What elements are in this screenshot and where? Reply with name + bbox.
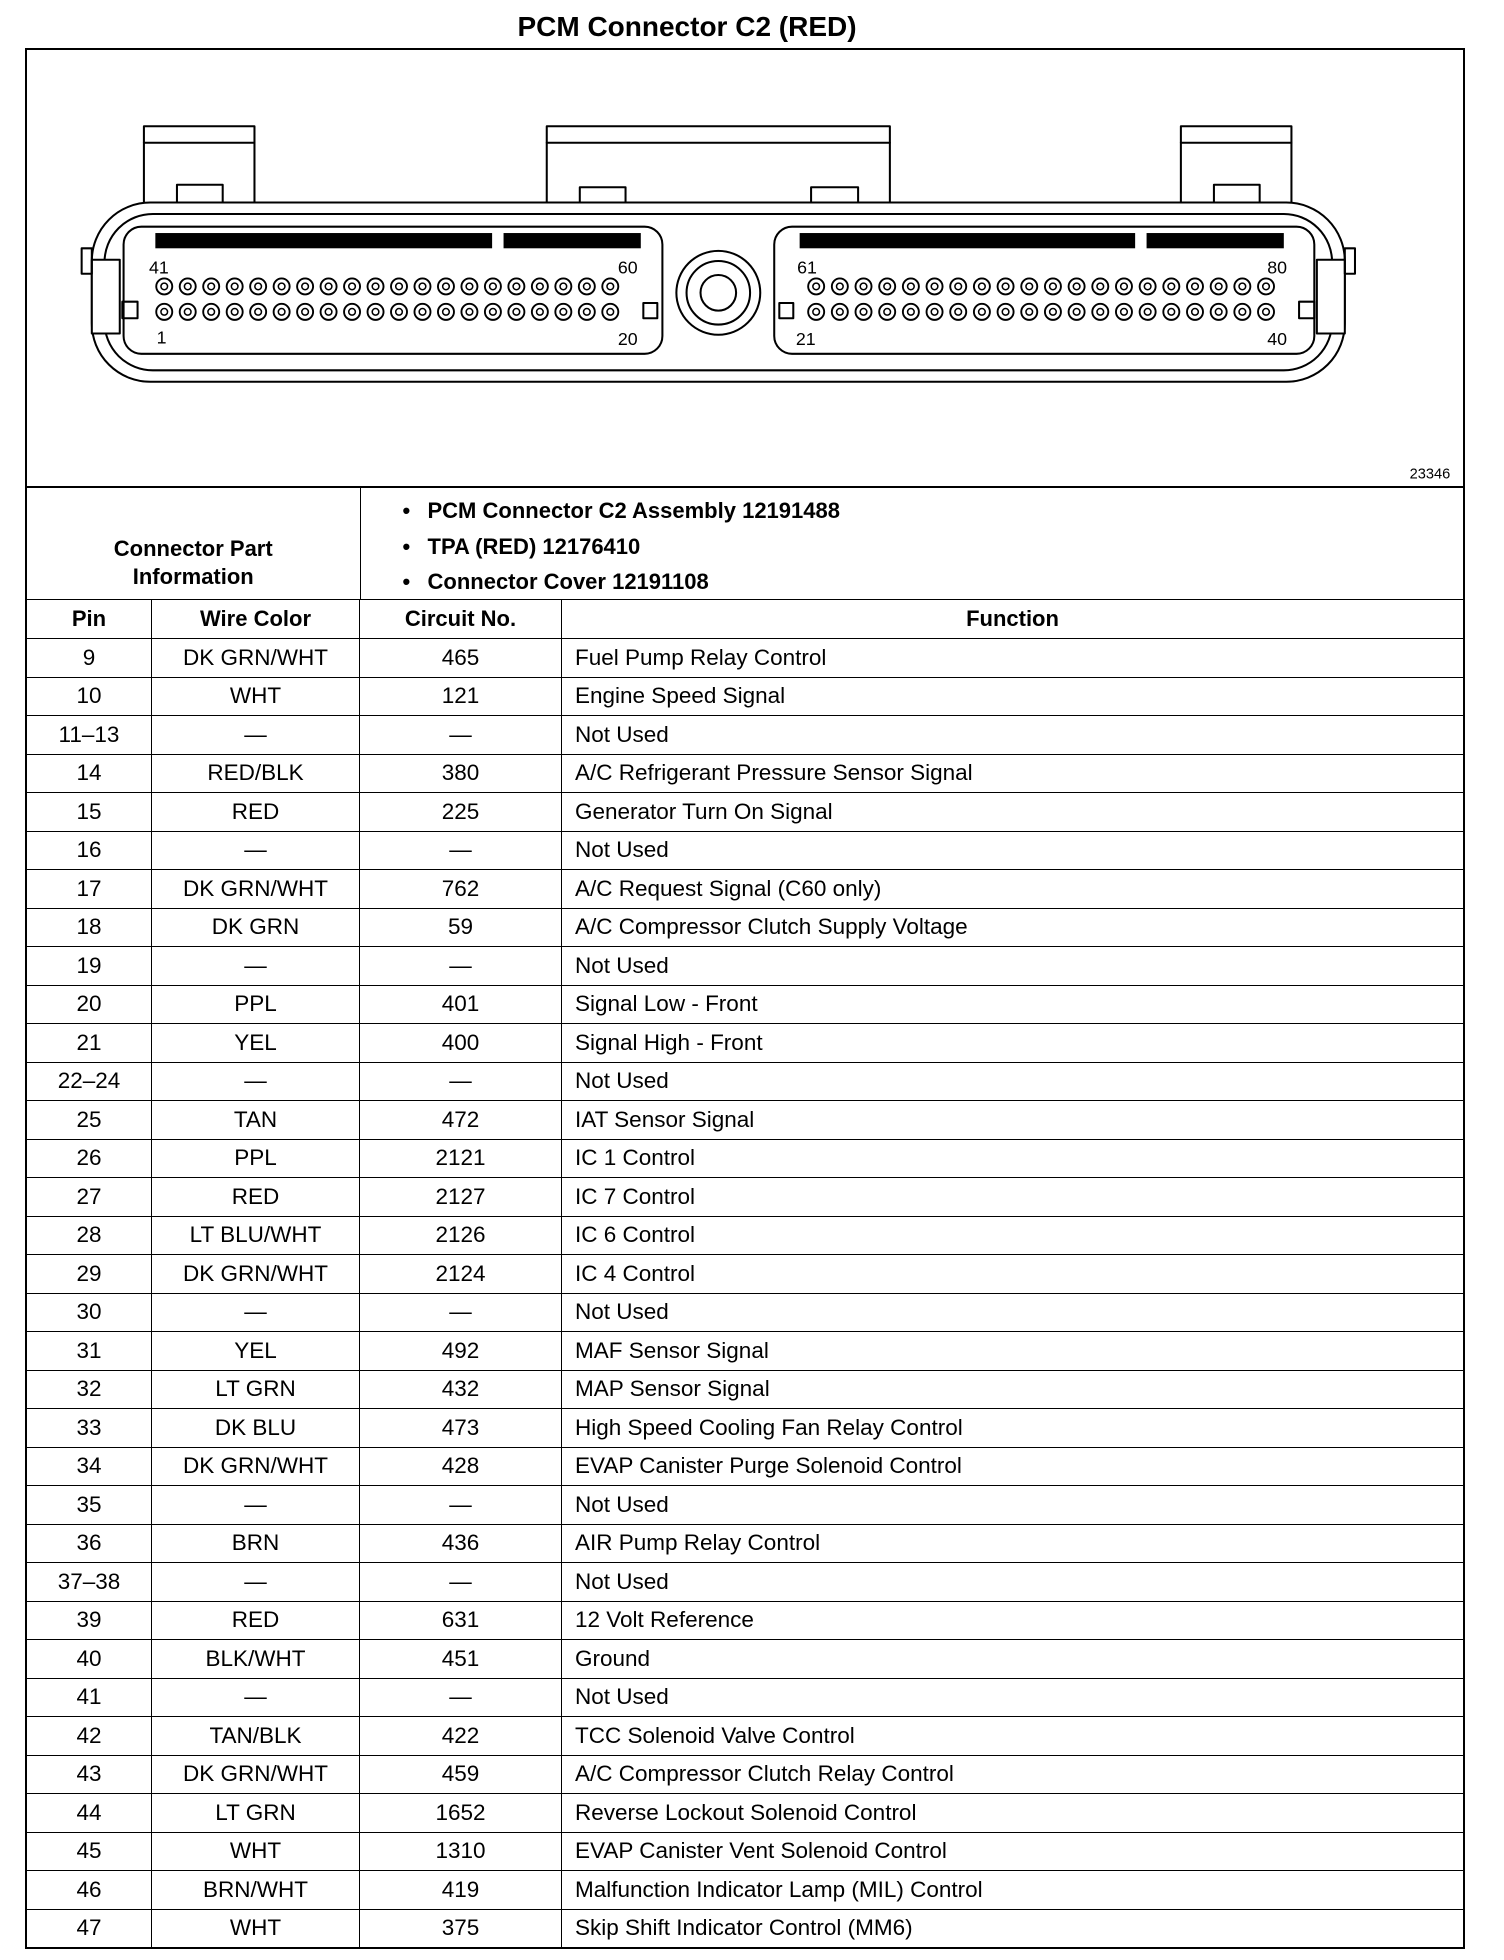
table-row [27, 1909, 1463, 1948]
pin-cell: 21 [76, 1029, 102, 1055]
pin-label-80: 80 [1267, 257, 1288, 278]
pin-cell: 29 [76, 1260, 102, 1286]
pin-cavity [903, 278, 919, 294]
circuit-number-cell: 631 [359, 1602, 561, 1640]
wire-color-cell: — [151, 1679, 359, 1717]
function-cell: Not Used [561, 1063, 1463, 1101]
table-row [27, 792, 1463, 831]
circuit-number-cell: — [359, 1294, 561, 1332]
pin-cavity [832, 304, 848, 320]
function-cell: Not Used [561, 947, 1463, 985]
function-cell: Skip Shift Indicator Control (MM6) [561, 1910, 1463, 1948]
pin-cavity [297, 304, 313, 320]
pin-cell: 18 [76, 914, 102, 940]
function-cell: High Speed Cooling Fan Relay Control [561, 1409, 1463, 1447]
table-row [27, 1485, 1463, 1524]
pin-cavity [1211, 304, 1227, 320]
function-cell: IAT Sensor Signal [561, 1101, 1463, 1139]
connector-part-list [361, 488, 1464, 599]
pin-cell: 15 [76, 798, 102, 824]
wire-color-cell: — [151, 1563, 359, 1601]
connector-part-item: • PCM Connector C2 Assembly 12191488 [361, 493, 1464, 529]
circuit-column-header: Circuit No. [359, 600, 561, 638]
function-cell: AIR Pump Relay Control [561, 1525, 1463, 1563]
connector-diagram-panel [27, 50, 1463, 488]
circuit-number-cell: 432 [359, 1371, 561, 1409]
pin-cavity [856, 278, 872, 294]
function-cell: A/C Compressor Clutch Relay Control [561, 1756, 1463, 1794]
table-row [27, 1023, 1463, 1062]
connector-info-sheet [25, 48, 1465, 1949]
wire-color-cell: TAN/BLK [151, 1717, 359, 1755]
wire-color-cell: — [151, 1294, 359, 1332]
pin-cell: 37–38 [57, 1568, 121, 1594]
function-cell: MAP Sensor Signal [561, 1371, 1463, 1409]
table-row [27, 1601, 1463, 1640]
circuit-number-cell: 380 [359, 755, 561, 793]
pin-cell: 35 [76, 1491, 102, 1517]
pin-cavity [1069, 304, 1085, 320]
pin-cell: 44 [76, 1799, 102, 1825]
function-cell: A/C Compressor Clutch Supply Voltage [561, 909, 1463, 947]
pin-cavity [321, 304, 337, 320]
pin-cavity [1116, 278, 1132, 294]
pin-cell: 27 [76, 1183, 102, 1209]
function-cell: Not Used [561, 832, 1463, 870]
pin-cavity [1045, 304, 1061, 320]
circuit-number-cell: — [359, 716, 561, 754]
wire-color-cell: — [151, 716, 359, 754]
pin-cavity [1187, 278, 1203, 294]
table-row [27, 1062, 1463, 1101]
pin-cavity [156, 304, 172, 320]
function-cell: A/C Request Signal (C60 only) [561, 870, 1463, 908]
circuit-number-cell: 121 [359, 678, 561, 716]
pin-cavity [1021, 278, 1037, 294]
circuit-number-cell: 2126 [359, 1217, 561, 1255]
pin-cell: 47 [76, 1915, 102, 1941]
circuit-number-cell: 59 [359, 909, 561, 947]
function-cell: Not Used [561, 1679, 1463, 1717]
pin-cavity [555, 278, 571, 294]
table-row [27, 677, 1463, 716]
circuit-number-cell: 459 [359, 1756, 561, 1794]
pin-cell: 14 [76, 760, 102, 786]
pin-cavity [1187, 304, 1203, 320]
circuit-number-cell: — [359, 1679, 561, 1717]
pin-cavity [602, 304, 618, 320]
pin-cavity [1258, 304, 1274, 320]
circuit-number-cell: 465 [359, 639, 561, 677]
circuit-number-cell: 472 [359, 1101, 561, 1139]
circuit-number-cell: 422 [359, 1717, 561, 1755]
pin-cavity [461, 304, 477, 320]
page-title: PCM Connector C2 (RED) [517, 11, 857, 42]
pin-cell: 40 [76, 1645, 102, 1671]
pin-cavity [391, 304, 407, 320]
pin-cavity [974, 304, 990, 320]
pin-cavity [508, 304, 524, 320]
pin-cell: 32 [76, 1376, 102, 1402]
pin-cavity [1092, 278, 1108, 294]
pin-label-61: 61 [797, 257, 817, 278]
pin-cavity [950, 304, 966, 320]
wire-color-cell: LT GRN [151, 1371, 359, 1409]
pin-cavity [1116, 304, 1132, 320]
circuit-number-cell: 1310 [359, 1833, 561, 1871]
pin-cavity [180, 304, 196, 320]
tab-notch [580, 187, 626, 204]
pin-cavity [1258, 278, 1274, 294]
pin-cavity [832, 278, 848, 294]
function-column-header: Function [561, 600, 1463, 638]
table-row [27, 1793, 1463, 1832]
wire-color-cell: — [151, 832, 359, 870]
pin-label-1: 1 [156, 327, 167, 348]
circuit-number-cell: — [359, 1563, 561, 1601]
wire-color-cell: BRN [151, 1525, 359, 1563]
table-row [27, 831, 1463, 870]
circuit-number-cell: — [359, 947, 561, 985]
housing-tab-center [547, 126, 890, 204]
table-row [27, 1562, 1463, 1601]
pin-cavity [903, 304, 919, 320]
table-row [27, 1293, 1463, 1332]
wire-color-cell: — [151, 1063, 359, 1101]
table-row [27, 754, 1463, 793]
pin-cavity [297, 278, 313, 294]
function-cell: Generator Turn On Signal [561, 793, 1463, 831]
table-row [27, 1524, 1463, 1563]
pin-cell: 11–13 [58, 721, 120, 747]
circuit-number-cell: — [359, 1486, 561, 1524]
pin-cell: 33 [76, 1414, 102, 1440]
pin-cavity [1234, 304, 1250, 320]
pin-cell: 9 [82, 644, 96, 670]
table-row [27, 869, 1463, 908]
pin-cavity [368, 304, 384, 320]
pin-label-41: 41 [148, 257, 169, 278]
wire-color-cell: BLK/WHT [151, 1640, 359, 1678]
function-cell: EVAP Canister Vent Solenoid Control [561, 1833, 1463, 1871]
function-cell: Not Used [561, 716, 1463, 754]
housing-tab-left [144, 126, 255, 204]
pin-cavity [1234, 278, 1250, 294]
function-cell: Not Used [561, 1563, 1463, 1601]
pin-cavity [368, 278, 384, 294]
wire-color-cell: WHT [151, 678, 359, 716]
table-row [27, 1639, 1463, 1678]
pin-cavity [180, 278, 196, 294]
pin-cell: 41 [76, 1684, 102, 1710]
pin-cell: 39 [76, 1607, 102, 1633]
pin-cell: 34 [76, 1453, 102, 1479]
pin-cavity [1211, 278, 1227, 294]
pin-cavity [344, 278, 360, 294]
pin-cavity [508, 278, 524, 294]
wire-color-cell: WHT [151, 1910, 359, 1948]
pin-cavity [879, 304, 895, 320]
function-cell: Fuel Pump Relay Control [561, 639, 1463, 677]
pin-cavity [414, 278, 430, 294]
table-row [27, 1331, 1463, 1370]
function-cell: EVAP Canister Purge Solenoid Control [561, 1448, 1463, 1486]
pin-cavity [998, 278, 1014, 294]
function-cell: Not Used [561, 1486, 1463, 1524]
pin-table-body [27, 638, 1463, 1947]
pin-cell: 42 [76, 1722, 102, 1748]
pin-cavity [1140, 304, 1156, 320]
pin-cell: 19 [76, 952, 102, 978]
pin-label-60: 60 [617, 257, 638, 278]
pin-cavity [438, 278, 454, 294]
function-cell: IC 7 Control [561, 1178, 1463, 1216]
tpa-bar [155, 233, 492, 248]
pin-cavity [1092, 304, 1108, 320]
pin-cavity [227, 304, 243, 320]
pin-cavity [1140, 278, 1156, 294]
wire-color-cell: TAN [151, 1101, 359, 1139]
pin-cavity [856, 304, 872, 320]
info-label-line: Information [132, 564, 254, 589]
pin-cavity [579, 304, 595, 320]
pin-cavity [927, 304, 943, 320]
connector-part-item: • Connector Cover 12191108 [361, 564, 1464, 600]
pin-cavity [579, 278, 595, 294]
pin-column-header: Pin [71, 606, 107, 631]
pin-cavity [1021, 304, 1037, 320]
table-row [27, 1370, 1463, 1409]
table-row [27, 1832, 1463, 1871]
pin-cavity [274, 278, 290, 294]
table-row [27, 1139, 1463, 1178]
circuit-number-cell: 400 [359, 1024, 561, 1062]
connector-part-info-row [27, 488, 1463, 600]
table-row [27, 1716, 1463, 1755]
table-row [27, 1216, 1463, 1255]
function-cell: Not Used [561, 1294, 1463, 1332]
table-row [27, 908, 1463, 947]
pin-cavity [532, 278, 548, 294]
pin-cavity [227, 278, 243, 294]
function-cell: Malfunction Indicator Lamp (MIL) Control [561, 1871, 1463, 1909]
circuit-number-cell: 2121 [359, 1140, 561, 1178]
function-cell: A/C Refrigerant Pressure Sensor Signal [561, 755, 1463, 793]
function-cell: Signal High - Front [561, 1024, 1463, 1062]
function-cell: IC 1 Control [561, 1140, 1463, 1178]
wire-color-cell: RED [151, 1602, 359, 1640]
table-row [27, 985, 1463, 1024]
circuit-number-cell: 473 [359, 1409, 561, 1447]
circuit-number-cell: 762 [359, 870, 561, 908]
pin-cell: 45 [76, 1838, 102, 1864]
pin-cavity [927, 278, 943, 294]
tab-notch [1214, 185, 1260, 204]
wire-color-cell: WHT [151, 1833, 359, 1871]
wire-color-cell: PPL [151, 986, 359, 1024]
connector-part-info-label [27, 488, 361, 599]
wire-color-cell: RED [151, 793, 359, 831]
tpa-bar [800, 233, 1135, 248]
table-row [27, 715, 1463, 754]
pin-cavity [555, 304, 571, 320]
table-row [27, 1870, 1463, 1909]
info-label-line: Connector Part [113, 536, 273, 561]
pin-cavity [438, 304, 454, 320]
connector-face-diagram [27, 50, 1463, 486]
pin-cell: 22–24 [57, 1068, 121, 1094]
table-row [27, 1177, 1463, 1216]
circuit-number-cell: 1652 [359, 1794, 561, 1832]
pin-cell: 30 [76, 1299, 102, 1325]
pin-cavity [344, 304, 360, 320]
function-cell: Reverse Lockout Solenoid Control [561, 1794, 1463, 1832]
pin-cavity [879, 278, 895, 294]
pin-cavity [274, 304, 290, 320]
pin-cavity [485, 278, 501, 294]
pin-cavity [250, 304, 266, 320]
housing-tab-right [1181, 126, 1292, 204]
connector-part-item: • TPA (RED) 12176410 [361, 529, 1464, 565]
table-row [27, 1100, 1463, 1139]
side-latch-left [92, 260, 120, 334]
table-row [27, 638, 1463, 677]
side-latch-right [1317, 260, 1345, 334]
pin-cavity [998, 304, 1014, 320]
pin-cavity [808, 278, 824, 294]
pin-cell: 25 [76, 1106, 102, 1132]
function-cell: MAF Sensor Signal [561, 1332, 1463, 1370]
table-header-row [27, 600, 1463, 638]
pin-cell: 31 [76, 1337, 102, 1363]
figure-number: 23346 [1409, 466, 1451, 483]
tpa-bar [504, 233, 641, 248]
pin-label-40: 40 [1267, 328, 1288, 349]
pin-cavity [391, 278, 407, 294]
latch-step-left [82, 248, 92, 273]
tpa-bar [1147, 233, 1284, 248]
function-cell: IC 4 Control [561, 1255, 1463, 1293]
wire-color-cell: DK BLU [151, 1409, 359, 1447]
wire-color-cell: — [151, 1486, 359, 1524]
pin-cell: 43 [76, 1761, 102, 1787]
wire-color-column-header: Wire Color [151, 600, 359, 638]
wire-color-cell: DK GRN/WHT [151, 639, 359, 677]
wire-color-cell: LT GRN [151, 1794, 359, 1832]
pin-cavity [321, 278, 337, 294]
pin-cell: 46 [76, 1876, 102, 1902]
circuit-number-cell: 428 [359, 1448, 561, 1486]
wire-color-cell: PPL [151, 1140, 359, 1178]
table-row [27, 1408, 1463, 1447]
circuit-number-cell: — [359, 1063, 561, 1101]
pin-cavity [156, 278, 172, 294]
circuit-number-cell: 436 [359, 1525, 561, 1563]
circuit-number-cell: 375 [359, 1910, 561, 1948]
pin-cavity [532, 304, 548, 320]
table-row [27, 1447, 1463, 1486]
pin-cell: 36 [76, 1530, 102, 1556]
circuit-number-cell: 451 [359, 1640, 561, 1678]
function-cell: 12 Volt Reference [561, 1602, 1463, 1640]
pin-label-21: 21 [795, 328, 816, 349]
pin-cell: 26 [76, 1145, 102, 1171]
circuit-number-cell: — [359, 832, 561, 870]
pin-cavity [1069, 278, 1085, 294]
wire-color-cell: BRN/WHT [151, 1871, 359, 1909]
pin-cell: 10 [76, 683, 102, 709]
wire-color-cell: DK GRN/WHT [151, 870, 359, 908]
function-cell: Engine Speed Signal [561, 678, 1463, 716]
tab-notch [177, 185, 223, 204]
table-row [27, 1254, 1463, 1293]
wire-color-cell: YEL [151, 1024, 359, 1062]
wire-color-cell: RED [151, 1178, 359, 1216]
wire-color-cell: DK GRN/WHT [151, 1756, 359, 1794]
circuit-number-cell: 492 [359, 1332, 561, 1370]
pin-cavity [602, 278, 618, 294]
tab-notch [811, 187, 858, 204]
circuit-number-cell: 419 [359, 1871, 561, 1909]
circuit-number-cell: 2124 [359, 1255, 561, 1293]
table-row [27, 1755, 1463, 1794]
latch-step-right [1345, 248, 1355, 273]
function-cell: Ground [561, 1640, 1463, 1678]
function-cell: IC 6 Control [561, 1217, 1463, 1255]
pin-cavity [950, 278, 966, 294]
pin-cavity [1045, 278, 1061, 294]
pin-cavity [414, 304, 430, 320]
wire-color-cell: RED/BLK [151, 755, 359, 793]
table-row [27, 1678, 1463, 1717]
function-cell: Signal Low - Front [561, 986, 1463, 1024]
circuit-number-cell: 225 [359, 793, 561, 831]
pin-cavity [485, 304, 501, 320]
wire-color-cell: — [151, 947, 359, 985]
table-row [27, 946, 1463, 985]
wire-color-cell: DK GRN [151, 909, 359, 947]
wire-color-cell: YEL [151, 1332, 359, 1370]
wire-color-cell: DK GRN/WHT [151, 1448, 359, 1486]
pin-cavity [203, 278, 219, 294]
function-cell: TCC Solenoid Valve Control [561, 1717, 1463, 1755]
pin-cavity [250, 278, 266, 294]
pin-cavity [1163, 304, 1179, 320]
pin-cavity [461, 278, 477, 294]
pin-label-20: 20 [617, 328, 638, 349]
pin-cell: 20 [76, 991, 102, 1017]
wire-color-cell: LT BLU/WHT [151, 1217, 359, 1255]
circuit-number-cell: 2127 [359, 1178, 561, 1216]
pin-cell: 28 [76, 1222, 102, 1248]
pin-cavity [203, 304, 219, 320]
circuit-number-cell: 401 [359, 986, 561, 1024]
pin-cavity [1163, 278, 1179, 294]
pin-cell: 17 [76, 875, 102, 901]
pin-cavity [808, 304, 824, 320]
pin-cell: 16 [76, 837, 102, 863]
wire-color-cell: DK GRN/WHT [151, 1255, 359, 1293]
pin-cavity [974, 278, 990, 294]
